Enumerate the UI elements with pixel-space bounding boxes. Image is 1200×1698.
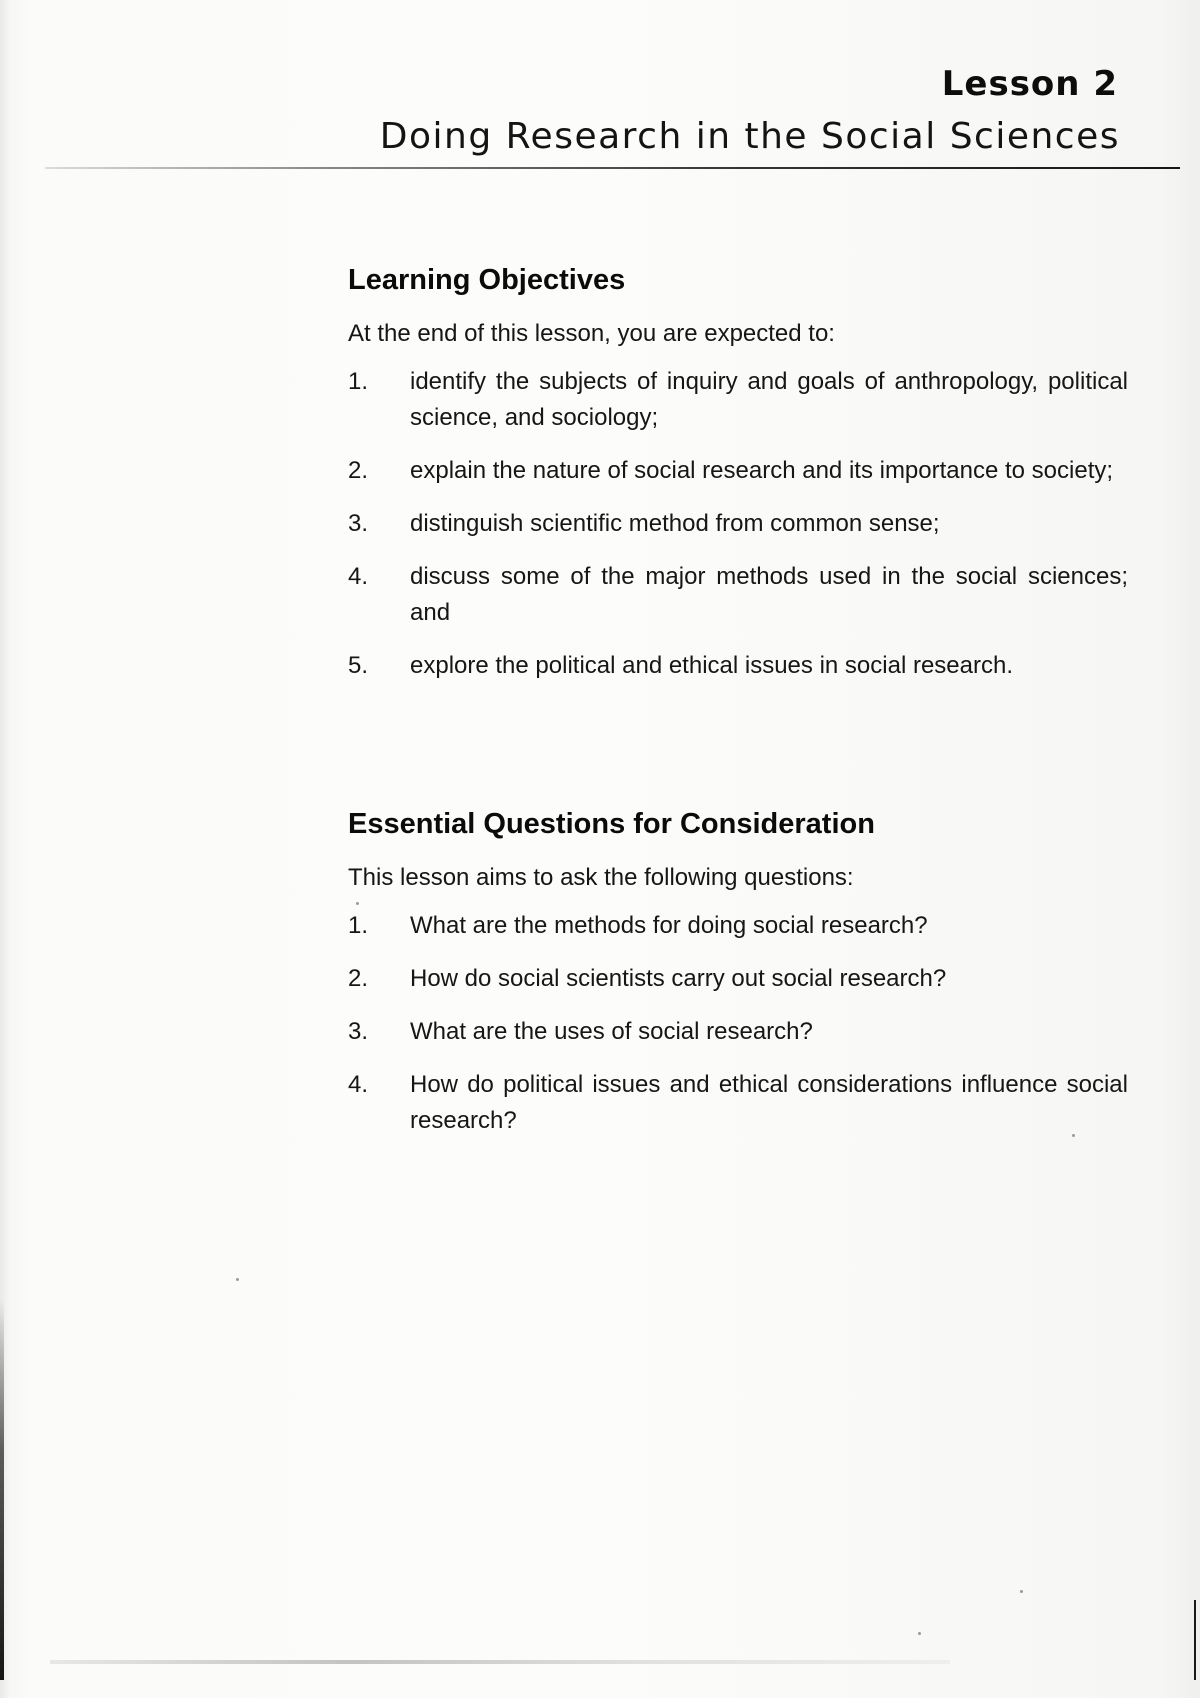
learning-objectives-intro: At the end of this lesson, you are expected to:: [348, 320, 835, 347]
list-item: [348, 453, 1128, 489]
essential-questions-intro: This lesson aims to ask the following questions:: [348, 864, 854, 891]
lesson-number: Lesson 2: [941, 64, 1118, 104]
scan-right-edge-mark: [1194, 1600, 1196, 1680]
learning-objectives-section: [348, 262, 1128, 701]
list-item-text: What are the uses of social research?: [410, 1018, 813, 1045]
list-item-number: 4.: [348, 1071, 369, 1098]
scan-left-edge-shadow: [0, 1300, 4, 1680]
header-divider: [45, 167, 1180, 169]
list-item-text: distinguish scientific method from common sense;: [410, 510, 940, 537]
scan-speck: [1020, 1590, 1023, 1593]
list-item-number: 3.: [348, 510, 369, 537]
list-item: [348, 961, 1128, 997]
list-item-text: How do political issues and ethical considerations influence social research?: [410, 1071, 1128, 1134]
list-item-text: identify the subjects of inquiry and goals of anthropology, political science, and sociology;: [410, 368, 1128, 431]
scan-speck: [236, 1278, 239, 1281]
list-item: [348, 559, 1128, 631]
list-item: [348, 1067, 1128, 1139]
list-item-number: 2.: [348, 457, 369, 484]
scan-speck: [356, 902, 359, 905]
list-item-text: What are the methods for doing social research?: [410, 912, 928, 939]
list-item-text: discuss some of the major methods used in the social sciences; and: [410, 563, 1128, 626]
essential-questions-heading: Essential Questions for Consideration: [348, 808, 875, 840]
essential-questions-list: [348, 908, 1128, 1139]
list-item-text: explain the nature of social research and its importance to society;: [410, 457, 1114, 484]
list-item-number: 5.: [348, 652, 369, 679]
list-item: [348, 1014, 1128, 1050]
list-item-number: 2.: [348, 965, 369, 992]
learning-objectives-list: [348, 364, 1128, 684]
list-item-number: 1.: [348, 368, 369, 395]
list-item: [348, 364, 1128, 436]
essential-questions-section: [348, 806, 1128, 1156]
scan-bottom-noise: [50, 1660, 950, 1664]
list-item: [348, 506, 1128, 542]
learning-objectives-heading: Learning Objectives: [348, 264, 626, 296]
list-item-number: 3.: [348, 1018, 369, 1045]
lesson-title: Doing Research in the Social Sciences: [379, 116, 1120, 157]
list-item: [348, 648, 1128, 684]
list-item: [348, 908, 1128, 944]
list-item-text: How do social scientists carry out social research?: [410, 965, 947, 992]
list-item-number: 4.: [348, 563, 369, 590]
list-item-text: explore the political and ethical issues in social research.: [410, 652, 1013, 679]
scan-speck: [1072, 1134, 1075, 1137]
scan-speck: [918, 1632, 921, 1635]
list-item-number: 1.: [348, 912, 369, 939]
